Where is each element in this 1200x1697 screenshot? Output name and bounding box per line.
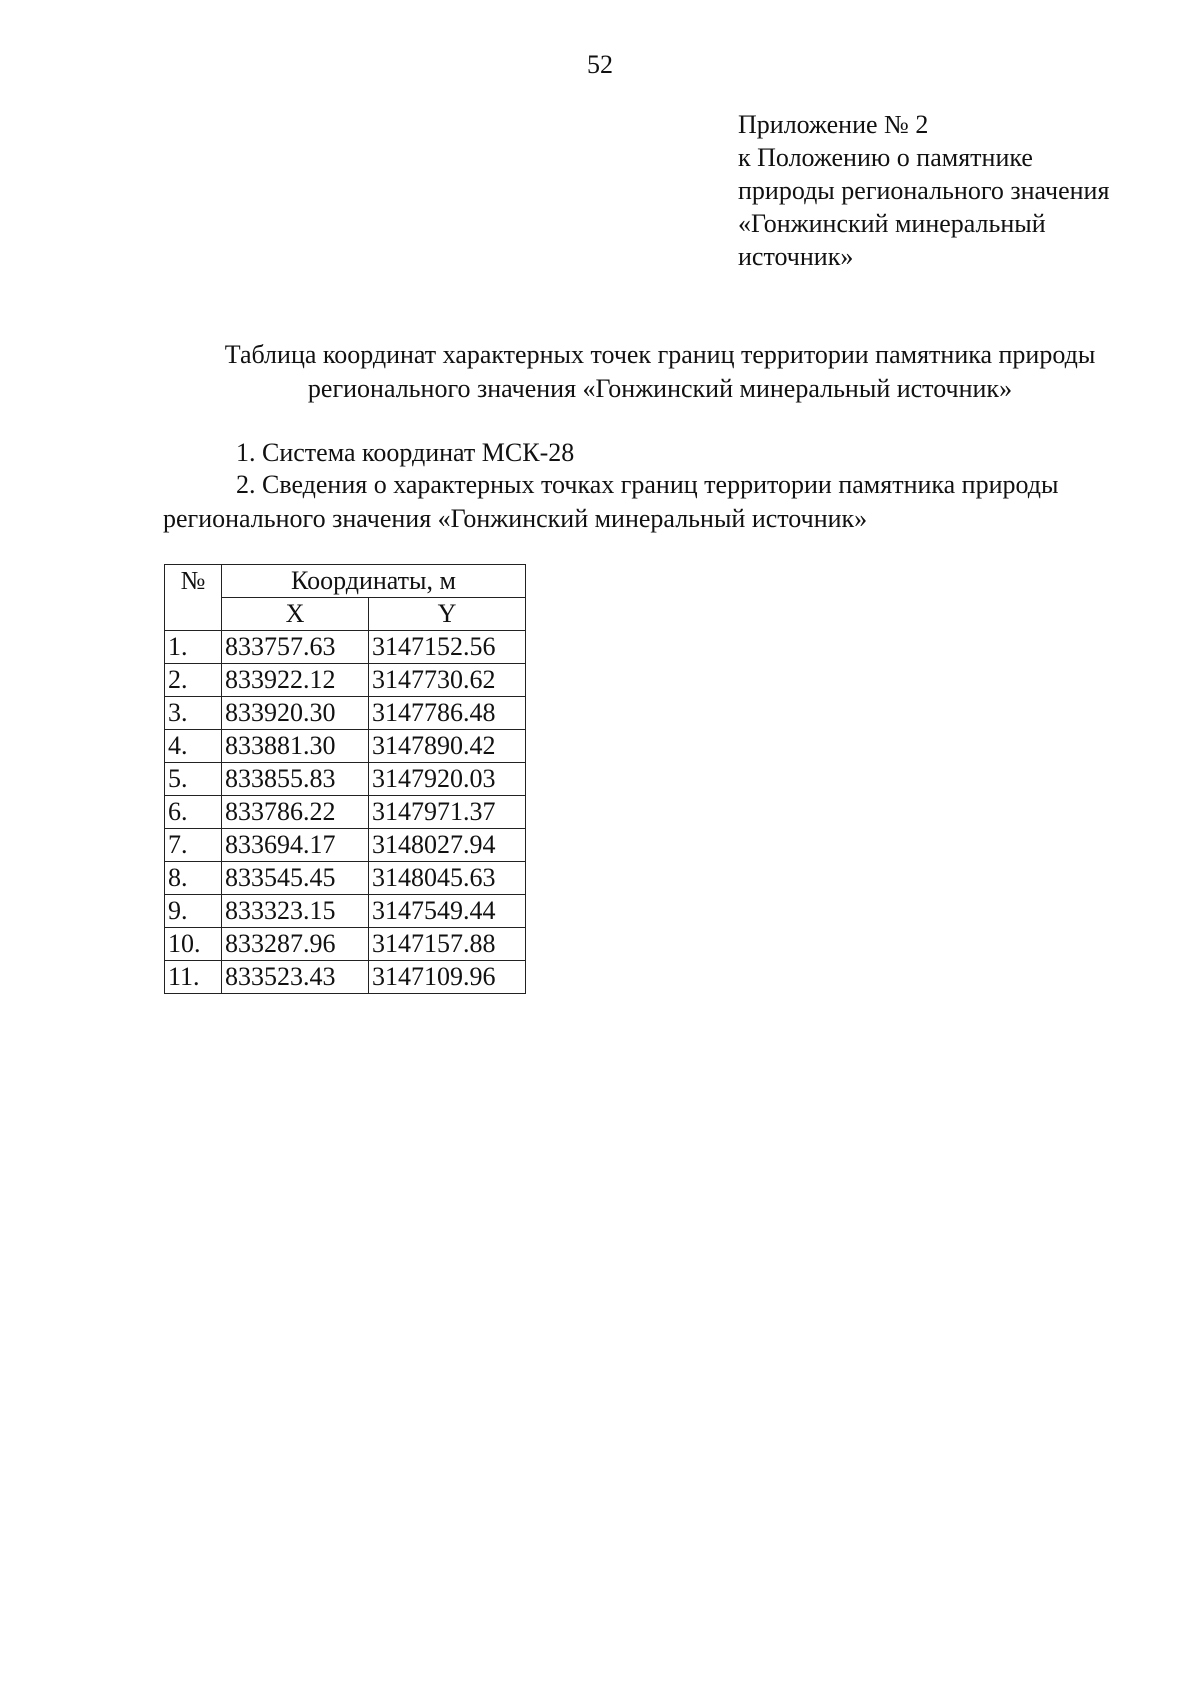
boundary-points-item-line: 2. Сведения о характерных точках границ территории памятника природы [236,470,1059,499]
cell-number: 10. [165,928,222,961]
cell-number: 9. [165,895,222,928]
cell-number: 5. [165,763,222,796]
table-row [165,664,526,697]
cell-x: 833545.45 [222,862,369,895]
table-row [165,697,526,730]
table-row [165,631,526,664]
cell-x: 833855.83 [222,763,369,796]
cell-x: 833287.96 [222,928,369,961]
cell-x: 833323.15 [222,895,369,928]
boundary-points-item [163,468,1153,536]
table-row [165,730,526,763]
cell-number: 1. [165,631,222,664]
cell-y: 3147971.37 [369,796,526,829]
cell-number: 8. [165,862,222,895]
table-body [165,631,526,994]
table-row [165,829,526,862]
table-row [165,928,526,961]
cell-x: 833757.63 [222,631,369,664]
cell-x: 833786.22 [222,796,369,829]
cell-y: 3147786.48 [369,697,526,730]
cell-x: 833922.12 [222,664,369,697]
appendix-line: природы регионального значения [738,176,1110,205]
cell-y: 3147157.88 [369,928,526,961]
cell-y: 3147152.56 [369,631,526,664]
cell-y: 3147109.96 [369,961,526,994]
cell-y: 3147890.42 [369,730,526,763]
cell-y: 3147730.62 [369,664,526,697]
header-coordinates: Координаты, м [222,565,526,598]
page-number: 52 [587,50,613,79]
table-row [165,796,526,829]
table-row [165,895,526,928]
cell-number: 4. [165,730,222,763]
document-title-line: Таблица координат характерных точек границ территории памятника природы [224,340,1096,369]
coordinate-system-item: 1. Система координат МСК-28 [236,438,575,467]
document-title-line: регионального значения «Гонжинский минеральный источник» [307,374,1013,403]
coordinates-table [164,564,526,994]
cell-x: 833523.43 [222,961,369,994]
table-row [165,763,526,796]
table-row [165,961,526,994]
appendix-line: к Положению о памятнике [738,143,1033,172]
cell-number: 3. [165,697,222,730]
cell-number: 7. [165,829,222,862]
table-row [165,862,526,895]
boundary-points-item-line: регионального значения «Гонжинский минеральный источник» [163,504,868,533]
cell-y: 3148027.94 [369,829,526,862]
table-header-row [165,565,526,598]
cell-y: 3147920.03 [369,763,526,796]
appendix-line: источник» [738,242,854,271]
cell-y: 3148045.63 [369,862,526,895]
cell-number: 6. [165,796,222,829]
appendix-line: «Гонжинский минеральный [738,209,1046,238]
appendix-reference [738,108,1178,273]
cell-x: 833920.30 [222,697,369,730]
header-number: № [165,565,222,631]
appendix-line: Приложение № 2 [738,110,929,139]
cell-number: 11. [165,961,222,994]
header-y: Y [369,598,526,631]
header-x: X [222,598,369,631]
cell-number: 2. [165,664,222,697]
cell-x: 833694.17 [222,829,369,862]
cell-x: 833881.30 [222,730,369,763]
cell-y: 3147549.44 [369,895,526,928]
document-title [120,338,1200,406]
